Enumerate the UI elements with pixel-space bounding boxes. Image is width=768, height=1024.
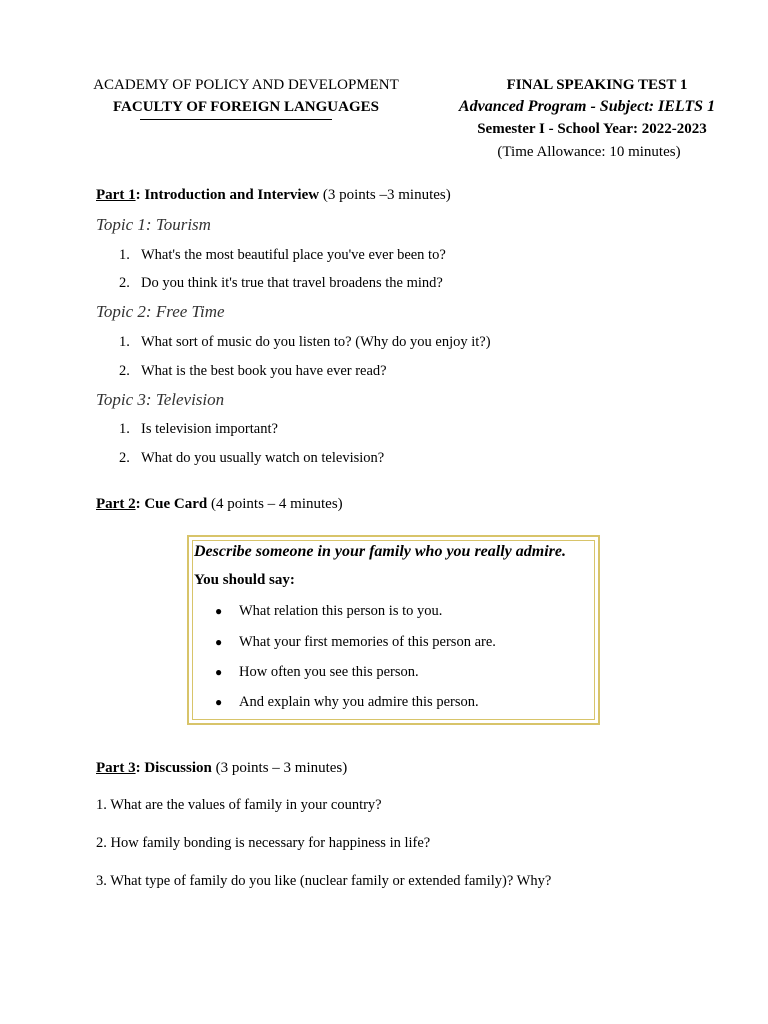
question-text: What do you usually watch on television? [141,450,385,466]
bullet-icon: ● [215,695,223,709]
list-item [119,363,387,380]
time-allowance: (Time Allowance: 10 minutes) [497,144,681,160]
part3-title: : Discussion [135,760,212,776]
cue-bullet-item [215,694,479,711]
part2-points: (4 points – 4 minutes) [207,496,343,512]
bullet-icon: ● [215,665,223,679]
bullet-icon: ● [215,635,223,649]
part1-points: (3 points –3 minutes) [319,187,451,203]
part1-title: : Introduction and Interview [135,187,320,203]
list-item [119,450,384,467]
list-item [119,247,446,264]
question-text: Is television important? [141,421,278,437]
cue-card-title: Describe someone in your family who you really admire. [194,543,566,560]
discussion-question: 3. What type of family do you like (nuclear family or extended family)? Why? [96,873,552,889]
cue-card-inner-border [192,540,595,720]
part3-heading [96,760,347,777]
list-number: 1. [119,334,130,350]
bullet-icon: ● [215,604,223,618]
list-number: 2. [119,363,130,379]
cue-card-subtitle: You should say: [194,572,295,588]
part2-label: Part 2 [96,496,136,512]
list-item [119,421,278,438]
question-text: What's the most beautiful place you've ever been to? [141,247,446,263]
list-item [119,275,443,292]
question-text: What sort of music do you listen to? (Why do you enjoy it?) [141,334,491,350]
program-subject: Advanced Program - Subject: IELTS 1 [458,98,716,115]
discussion-question: 1. What are the values of family in your country? [96,797,382,813]
institution-name: ACADEMY OF POLICY AND DEVELOPMENT [93,77,399,93]
list-number: 2. [119,450,130,466]
topic-2-title: Topic 2: Free Time [96,302,225,321]
cue-bullet-item [215,664,419,681]
cue-bullet-text: What your first memories of this person are. [239,634,496,650]
part1-heading [96,187,451,204]
part2-title: : Cue Card [135,496,208,512]
faculty-underline [140,119,332,120]
cue-bullet-item [215,634,496,651]
question-text: What is the best book you have ever read? [141,363,387,379]
cue-bullet-text: What relation this person is to you. [239,603,443,619]
discussion-question: 2. How family bonding is necessary for happiness in life? [96,835,431,851]
list-number: 1. [119,421,130,437]
topic-1-title: Topic 1: Tourism [96,215,211,234]
cue-bullet-item [215,603,442,620]
list-item [119,334,491,351]
question-text: Do you think it's true that travel broadens the mind? [141,275,443,291]
cue-bullet-text: And explain why you admire this person. [239,694,479,710]
test-title: FINAL SPEAKING TEST 1 [506,77,688,93]
part2-heading [96,496,343,513]
list-number: 1. [119,247,130,263]
part3-points: (3 points – 3 minutes) [211,760,348,776]
topic-3-title: Topic 3: Television [96,390,225,409]
semester-year: Semester I - School Year: 2022-2023 [477,121,707,137]
list-number: 2. [119,275,130,291]
part3-label: Part 3 [96,760,136,776]
part1-label: Part 1 [96,187,136,203]
cue-bullet-text: How often you see this person. [239,664,419,680]
faculty-name: FACULTY OF FOREIGN LANGUAGES [112,99,379,115]
